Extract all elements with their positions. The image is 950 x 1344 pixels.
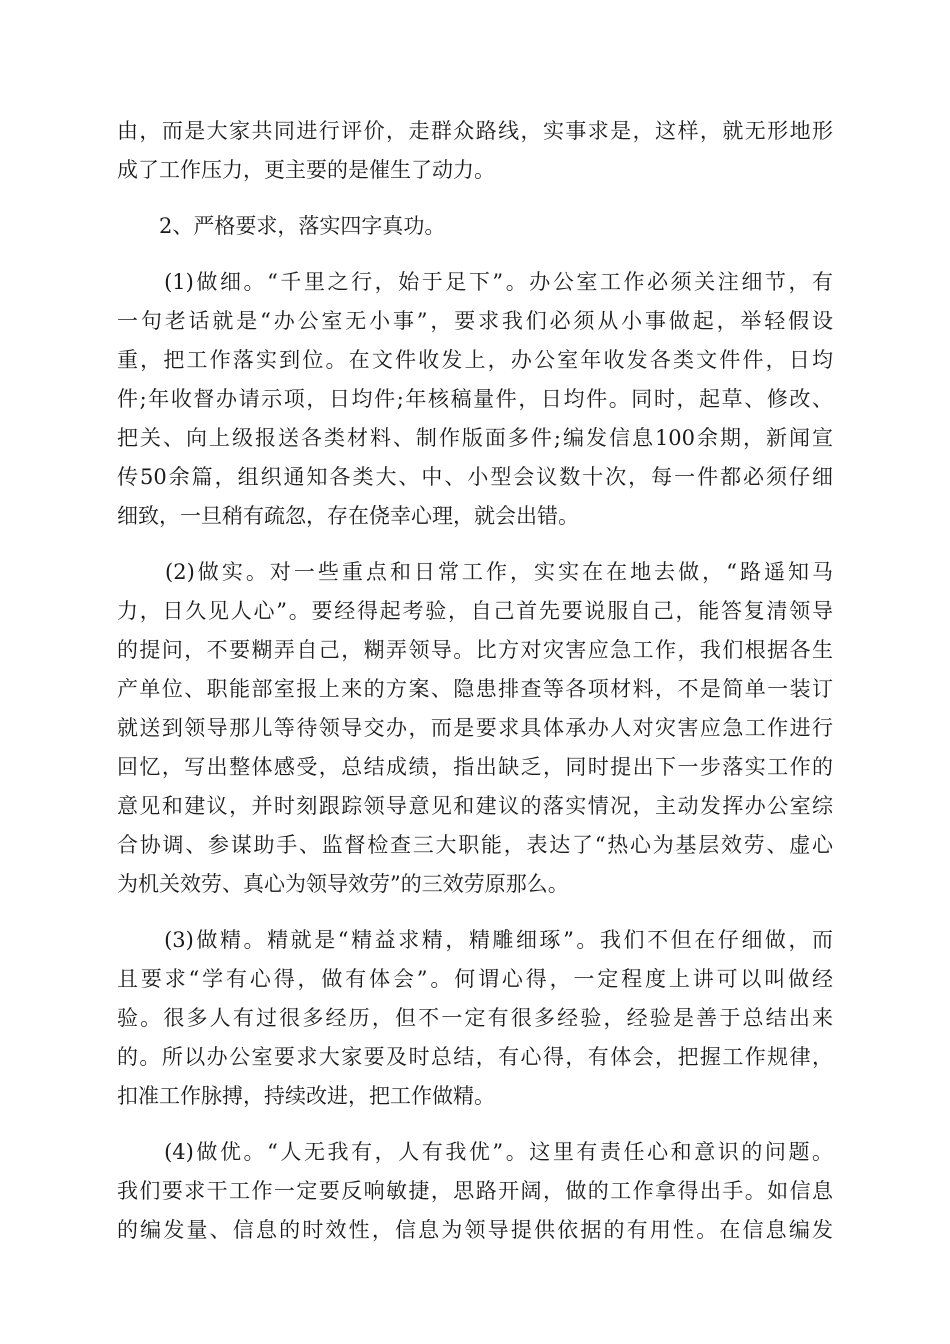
paragraph-item-1 [117, 263, 833, 536]
text-line: 为机关效劳、真心为领导效劳”的三效劳原那么。 [117, 872, 569, 896]
text-line: 且要求“学有心得，做有体会”。何谓心得，一定程度上讲可以叫做经 [117, 967, 833, 991]
text-line: 回忆，写出整体感受，总结成绩，指出缺乏，同时提出下一步落实工作的 [117, 755, 833, 779]
text-line: 细致，一旦稍有疏忽，存在侥幸心理，就会出错。 [117, 504, 579, 528]
text-line: 2、严格要求，落实四字真功。 [117, 214, 446, 238]
text-line: 的编发量、信息的时效性，信息为领导提供依据的有用性。在信息编发 [117, 1218, 833, 1242]
paragraph-item-3 [117, 921, 833, 1116]
text-line: 就送到领导那儿等待领导交办，而是要求具体承办人对灾害应急工作进行 [117, 716, 833, 740]
paragraph-heading-2 [117, 207, 833, 246]
text-line: 件;年收督办请示项，日均件;年核稿量件，日均件。同时，起草、修改、 [117, 387, 833, 411]
text-line: 产单位、职能部室报上来的方案、隐患排查等各项材料，不是简单一装订 [117, 677, 833, 701]
text-line: 一句老话就是“办公室无小事”，要求我们必须从小事做起，举轻假设 [117, 309, 833, 333]
text-line: 合协调、参谋助手、监督检查三大职能，表达了“热心为基层效劳、虚心 [117, 833, 833, 857]
text-line: 我们要求干工作一定要反响敏捷，思路开阔，做的工作拿得出手。如信息 [117, 1179, 833, 1203]
text-line: (2)做实。对一些重点和日常工作，实实在在地去做，“路遥知马 [117, 560, 833, 584]
text-line: 扣准工作脉搏，持续改进，把工作做精。 [117, 1084, 495, 1108]
text-line: 力，日久见人心”。要经得起考验，自己首先要说服自己，能答复清领导 [117, 599, 833, 623]
text-line: 由，而是大家共同进行评价，走群众路线，实事求是，这样，就无形地形 [117, 119, 833, 143]
text-line: 把关、向上级报送各类材料、制作版面多件;编发信息100余期，新闻宣 [117, 426, 833, 450]
text-line: 意见和建议，并时刻跟踪领导意见和建议的落实情况，主动发挥办公室综 [117, 794, 833, 818]
text-line: 传50余篇，组织通知各类大、中、小型会议数十次，每一件都必须仔细 [117, 465, 833, 489]
paragraph-continuation [117, 112, 833, 190]
text-line: 成了工作压力，更主要的是催生了动力。 [117, 158, 495, 182]
document-page [117, 112, 833, 1267]
text-line: 验。很多人有过很多经历，但不一定有很多经验，经验是善于总结出来 [117, 1006, 833, 1030]
text-line: (3)做精。精就是“精益求精，精雕细琢”。我们不但在仔细做，而 [117, 928, 833, 952]
paragraph-item-2 [117, 553, 833, 904]
text-line: (4)做优。“人无我有，人有我优”。这里有责任心和意识的问题。 [117, 1140, 833, 1164]
text-line: 的提问，不要糊弄自己，糊弄领导。比方对灾害应急工作，我们根据各生 [117, 638, 833, 662]
text-line: 的。所以办公室要求大家要及时总结，有心得，有体会，把握工作规律， [117, 1045, 833, 1069]
paragraph-item-4 [117, 1133, 833, 1250]
text-line: (1)做细。“千里之行，始于足下”。办公室工作必须关注细节，有 [117, 270, 833, 294]
text-line: 重，把工作落实到位。在文件收发上，办公室年收发各类文件件，日均 [117, 348, 833, 372]
